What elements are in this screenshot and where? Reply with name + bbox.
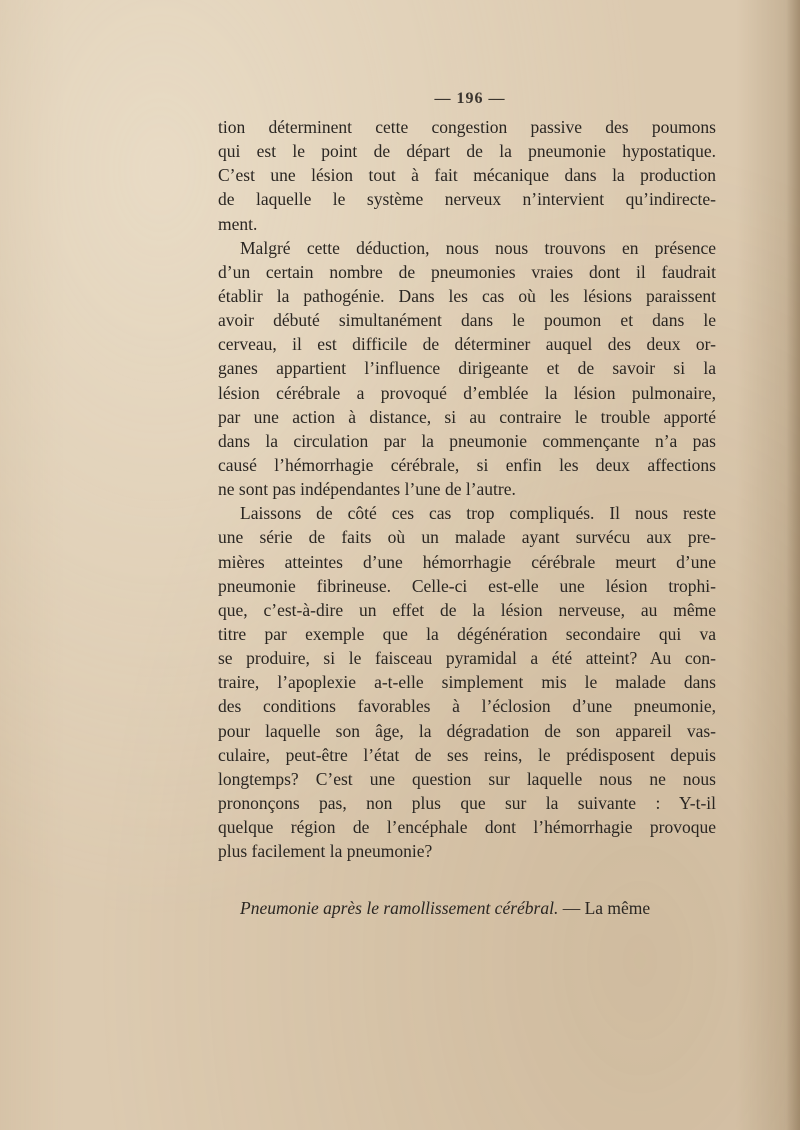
text-line: lésion cérébrale a provoqué d’emblée la lésion pulmonaire, — [218, 382, 716, 403]
text-line: par une action à distance, si au contraire le trouble apporté — [218, 406, 716, 427]
text-line: mières atteintes d’une hémorrhagie cérébrale meurt d’une — [218, 551, 716, 572]
text-line: traire, l’apoplexie a-t-elle simplement mis le malade dans — [218, 672, 716, 693]
text-line: C’est une lésion tout à fait mécanique dans la production — [218, 165, 716, 186]
text-line: qui est le point de départ de la pneumonie hypostatique. — [218, 141, 716, 162]
text-line: se produire, si le faisceau pyramidal a été atteint? Au con- — [218, 648, 716, 669]
text-line: culaire, peut-être l’état de ses reins, le prédisposent depuis — [218, 744, 716, 765]
text-line: avoir débuté simultanément dans le poumon et dans le — [218, 310, 716, 331]
page-number: — 196 — — [434, 90, 506, 107]
text-line: tion déterminent cette congestion passive des poumons — [218, 117, 716, 137]
text-line: des conditions favorables à l’éclosion d’une pneumonie, — [218, 696, 716, 717]
text-line: plus facilement la pneumonie? — [218, 841, 433, 862]
text-line: une série de faits où un malade ayant survécu aux pre- — [218, 527, 716, 548]
text-line: quelque région de l’encéphale dont l’hémorrhagie provoque — [218, 817, 716, 838]
text-line: ment. — [218, 213, 258, 234]
text-line: causé l’hémorrhagie cérébrale, si enfin les deux affections — [218, 454, 716, 475]
text-line: d’un certain nombre de pneumonies vraies dont il faudrait — [218, 261, 716, 282]
text-line: cerveau, il est difficile de déterminer auquel des deux or- — [218, 334, 716, 355]
text-line: que, c’est-à-dire un effet de la lésion nerveuse, au même — [218, 599, 716, 620]
text-line: ne sont pas indépendantes l’une de l’autre. — [218, 479, 516, 500]
section-subheading — [240, 896, 716, 920]
text-line: établir la pathogénie. Dans les cas où les lésions paraissent — [218, 285, 716, 306]
text-line: titre par exemple que la dégénération secondaire qui va — [218, 623, 716, 644]
text-line: de laquelle le système nerveux n’intervient qu’indirecte- — [218, 189, 716, 210]
subheading-title: Pneumonie après le ramollissement cérébral. — [240, 898, 559, 918]
text-line: prononçons pas, non plus que sur la suivante : Y-t-il — [218, 792, 716, 813]
text-line: pour laquelle son âge, la dégradation de son appareil vas- — [218, 720, 716, 741]
subheading-continuation: — La même — [558, 898, 651, 918]
text-line: Laissons de côté ces cas trop compliqués. Il nous reste — [240, 503, 716, 524]
text-line: dans la circulation par la pneumonie commençante n’a pas — [218, 430, 716, 451]
text-line: pneumonie fibrineuse. Celle-ci est-elle une lésion trophi- — [218, 575, 716, 596]
page-edge-shadow — [786, 0, 800, 1130]
text-line: longtemps? C’est une question sur laquelle nous ne nous — [218, 768, 716, 789]
text-line: Malgré cette déduction, nous nous trouvons en présence — [240, 237, 716, 258]
text-line: ganes appartient l’influence dirigeante et de savoir si la — [218, 358, 716, 379]
body-text — [218, 115, 716, 863]
